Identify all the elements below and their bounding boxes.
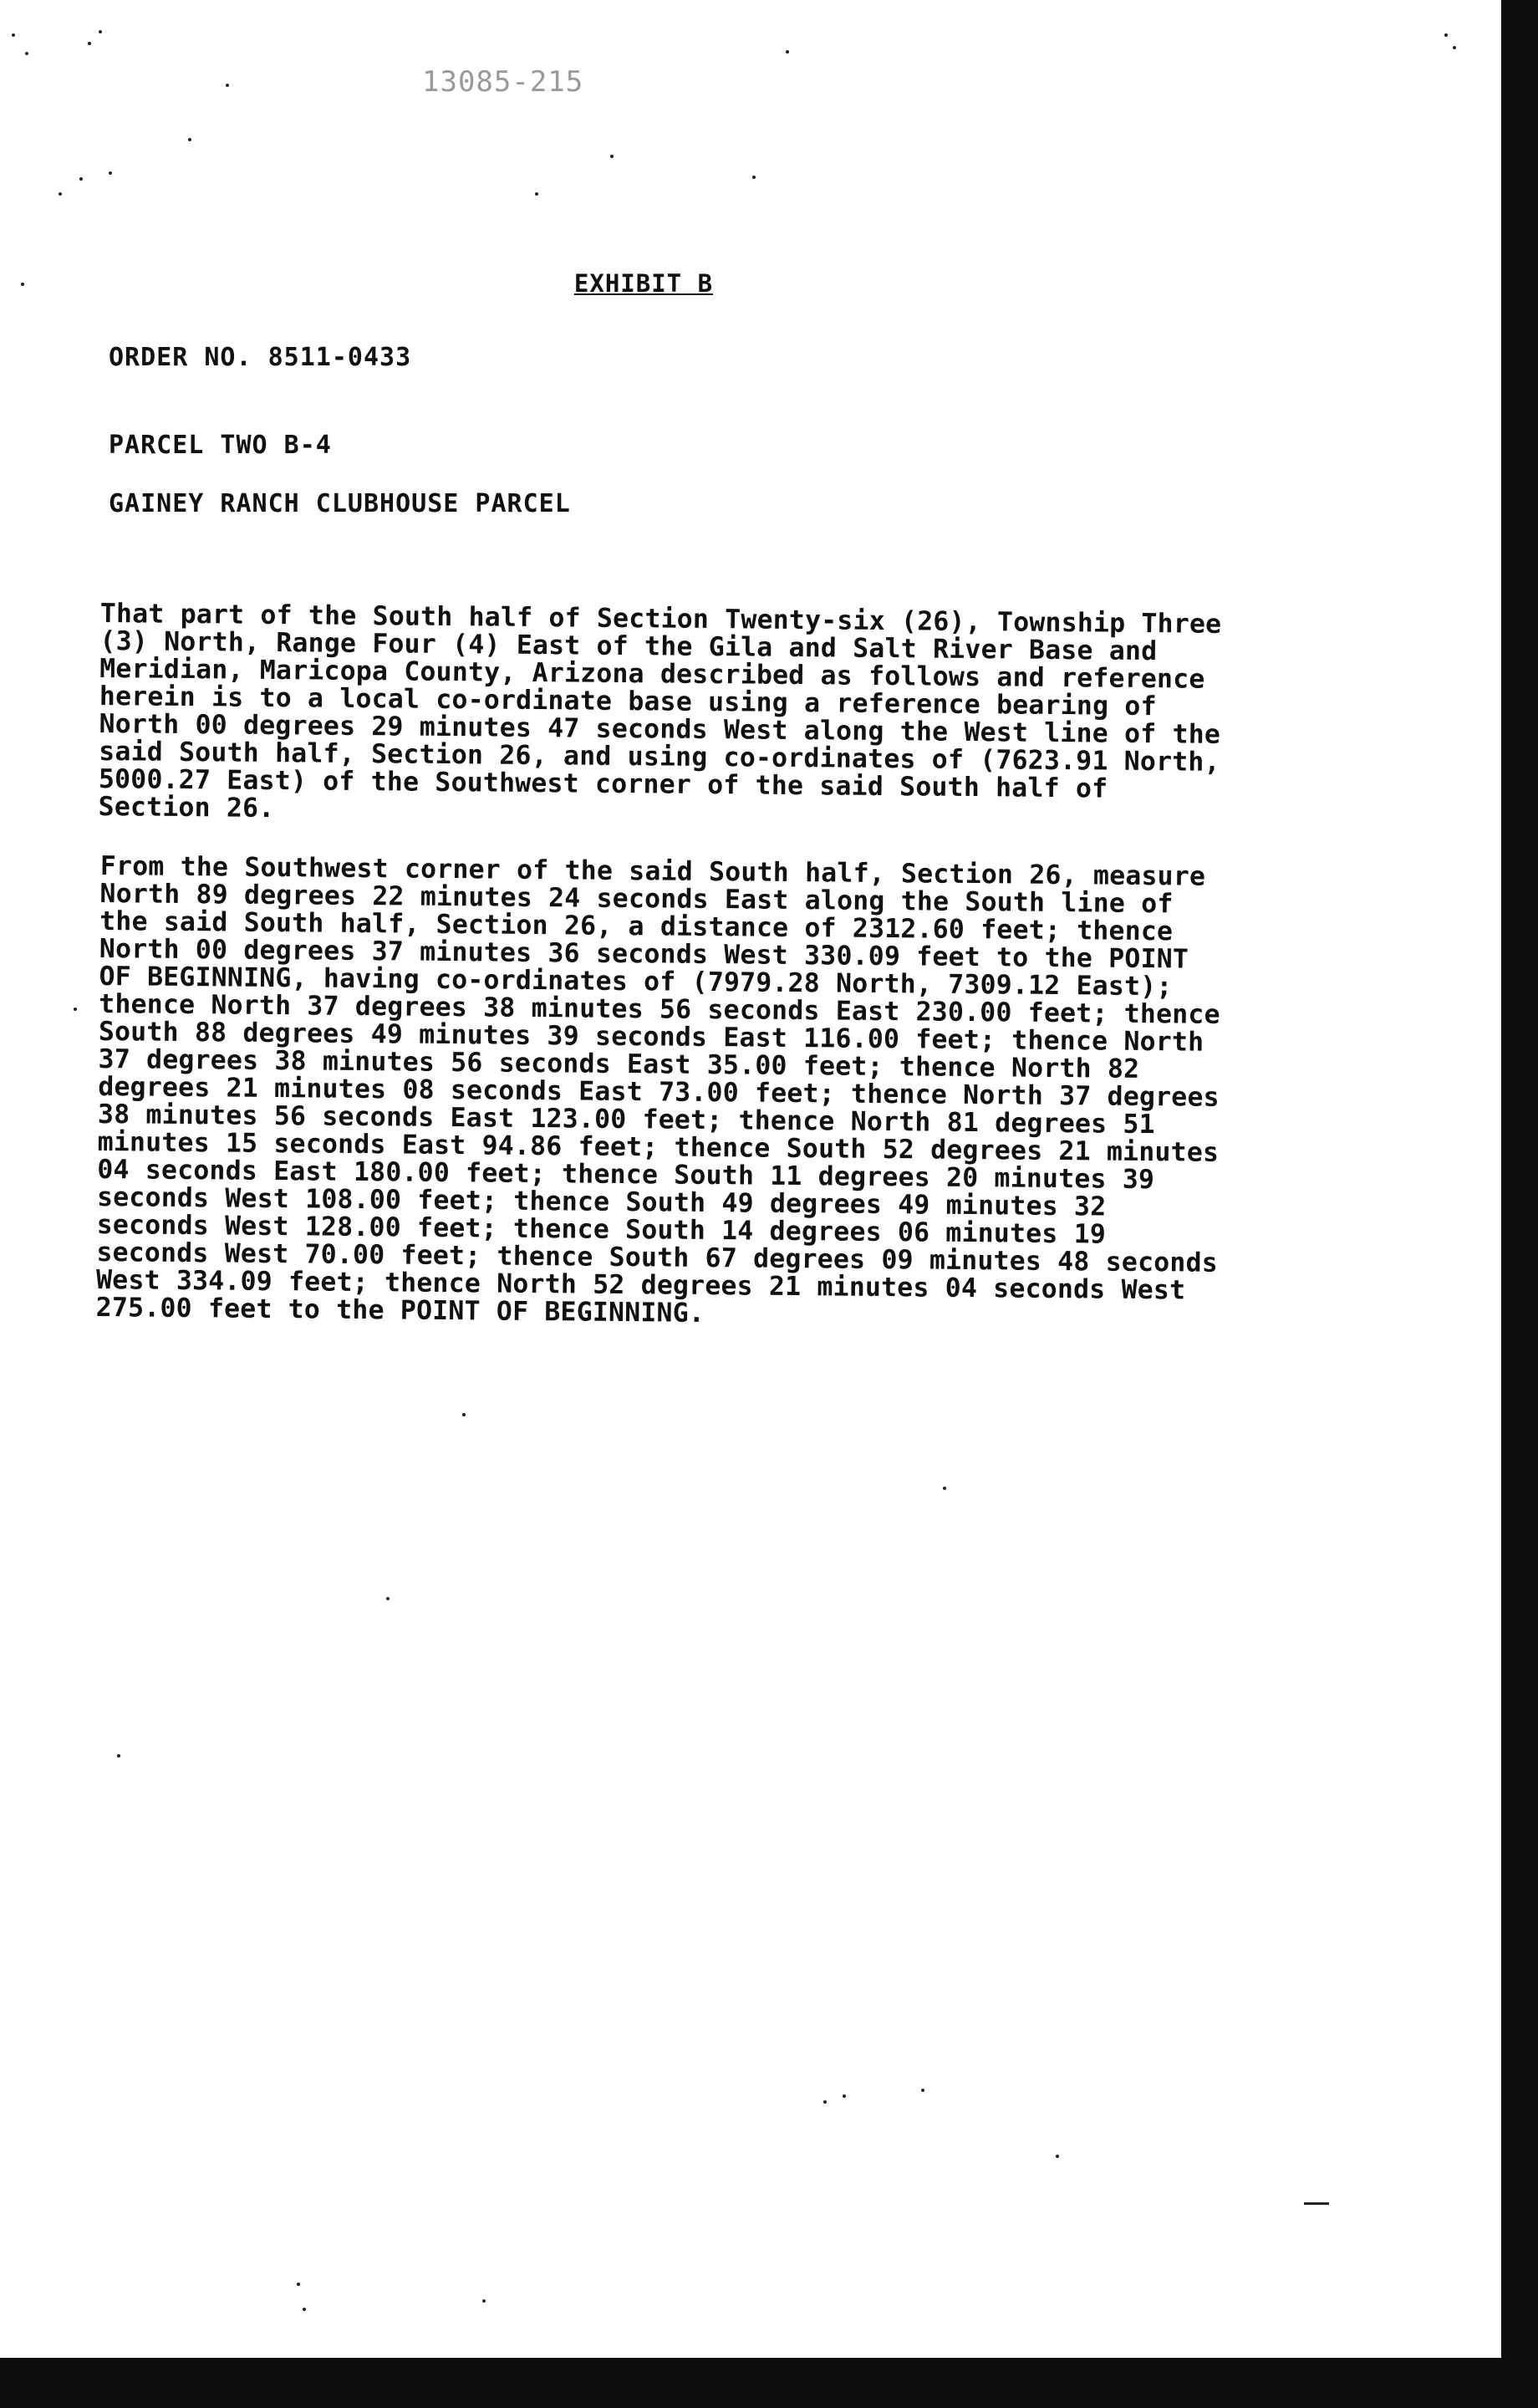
order-number: ORDER NO. 8511-0433 (109, 343, 412, 372)
legal-description-paragraph: That part of the South half of Section Twenty-six (26), Township Three (3) North, Range Four (4) East of the Gila and Salt River Base and Meridian, Maricopa County, Arizona described as follows and reference herein is to a local co-ordinate base using a reference bearing of North 00 degrees 29 minutes 47 seconds West along the West line of the said South half, Section 26, and using co-ordinates of (7623.91 North, 5000.27 East) of the Southwest corner of the said South half of Section 26. (98, 599, 1222, 824)
scan-border-bottom (0, 2358, 1538, 2408)
parcel-label: PARCEL TWO B-4 (109, 431, 332, 460)
scan-border-right (1501, 0, 1538, 2408)
metes-and-bounds-paragraph: From the Southwest corner of the said South half, Section 26, measure North 89 degrees 22 minutes 24 seconds East along the South line of the said South half, Section 26, a distance of 2312.60 feet; thence North 00 degrees 37 minutes 36 seconds West 330.09 feet to the POINT OF BEGINNING, having co-ordinates of (7979.28 North, 7309.12 East); thence North 37 degrees 38 minutes 56 seconds East 230.00 feet; thence South 88 degrees 49 minutes 39 seconds East 116.00 feet; thence North 37 degrees 38 minutes 56 seconds East 35.00 feet; thence North 82 degrees 21 minutes 08 seconds East 73.00 feet; thence North 37 degrees 38 minutes 56 seconds East 123.00 feet; thence North 81 degrees 51 minutes 15 seconds East 94.86 feet; thence South 52 degrees 21 minutes 04 seconds East 180.00 feet; thence South 11 degrees 20 minutes 39 seconds West 108.00 feet; thence South 49 degrees 49 minutes 32 seconds West 128.00 feet; thence South 14 degrees 06 minutes 19 seconds West 70.00 feet; thence South 67 degrees 09 minutes 48 seconds West 334.09 feet; thence North 52 degrees 21 minutes 04 seconds West 275.00 feet to the POINT OF BEGINNING. (95, 851, 1220, 1329)
document-stamp-number: 13085-215 (422, 65, 584, 99)
parcel-name: GAINEY RANCH CLUBHOUSE PARCEL (109, 489, 571, 518)
exhibit-title: EXHIBIT B (573, 269, 714, 298)
